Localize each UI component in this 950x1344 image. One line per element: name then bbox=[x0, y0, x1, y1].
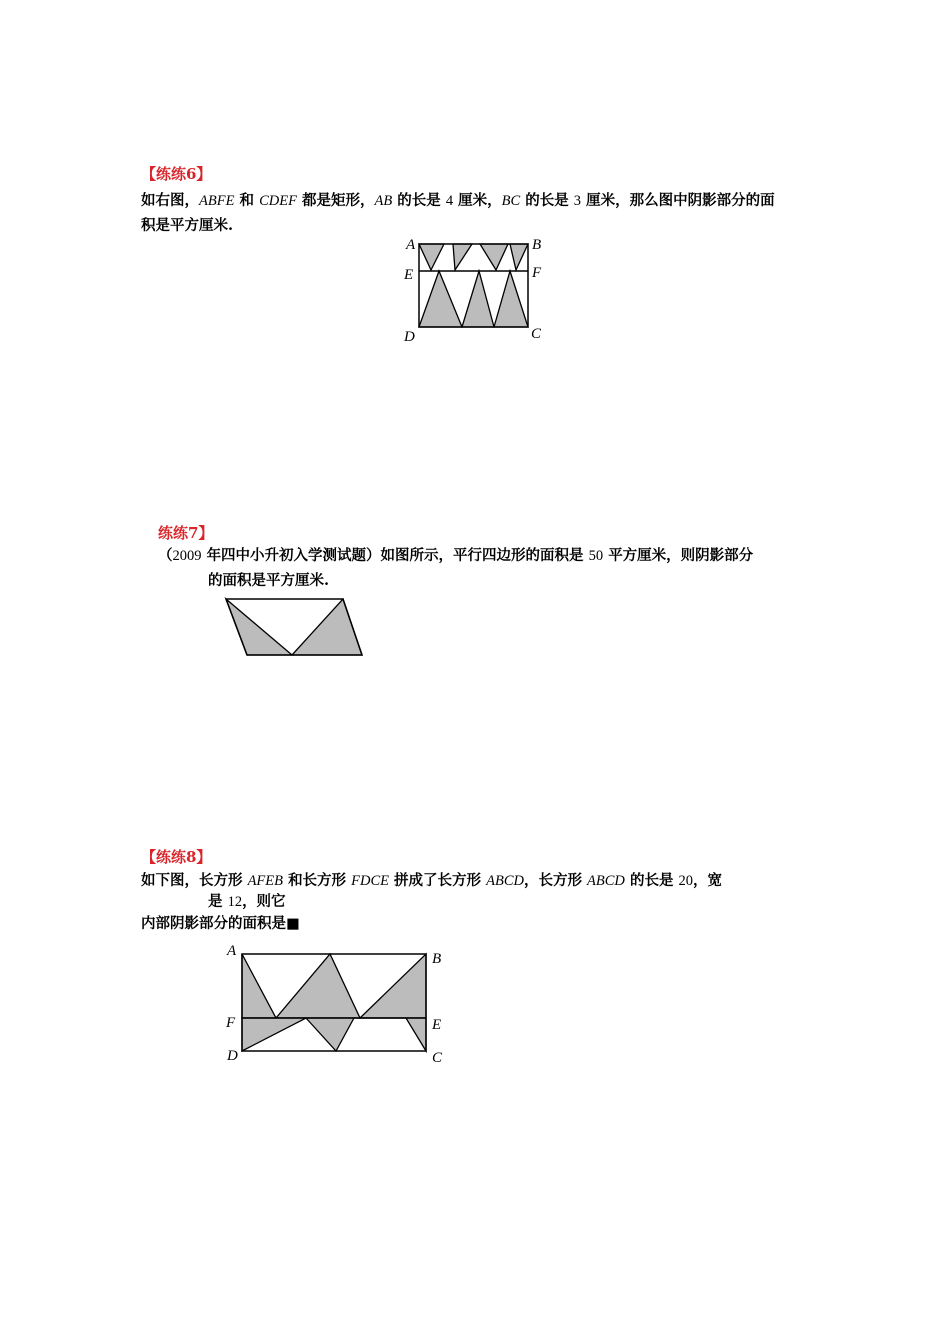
label-f: F bbox=[532, 265, 542, 281]
label-c: C bbox=[432, 1050, 443, 1066]
exercise-8-question-line-3: 内部阴影部分的面积是■ bbox=[141, 915, 300, 932]
label-a: A bbox=[406, 237, 416, 253]
exercise-6-heading: 【练练6】 bbox=[141, 165, 212, 183]
label-e: E bbox=[432, 1017, 442, 1033]
label-e: E bbox=[404, 267, 414, 283]
shaded-triangle bbox=[419, 244, 444, 270]
shaded-triangle bbox=[419, 271, 462, 327]
exercise-6-question-line-1: 如右图，ABFE 和 CDEF 都是矩形，AB 的长是 4 厘米，BC 的长是 3 厘米，那么图中阴影部分的面 bbox=[141, 192, 775, 209]
exercise-8-question-line-2: 是 12，则它 bbox=[208, 893, 286, 910]
exercise-6-figure bbox=[400, 234, 550, 344]
shaded-triangle bbox=[292, 599, 362, 655]
exercise-7-question-line-2: 的面积是平方厘米. bbox=[208, 572, 330, 589]
label-c: C bbox=[531, 326, 542, 342]
shaded-triangle bbox=[510, 244, 528, 270]
exercise-8-figure bbox=[220, 938, 450, 1066]
label-d: D bbox=[227, 1048, 238, 1064]
label-f: F bbox=[226, 1015, 236, 1031]
upper-shaded-region bbox=[242, 954, 426, 1018]
label-a: A bbox=[227, 943, 237, 959]
shaded-triangle bbox=[453, 244, 472, 270]
lower-shaded-region bbox=[242, 1018, 426, 1051]
exercise-7-heading: 练练7】 bbox=[158, 524, 214, 542]
shaded-triangle bbox=[480, 244, 508, 270]
exercise-6-question-line-2: 积是平方厘米. bbox=[141, 217, 234, 234]
exercise-8-question-line-1: 如下图，长方形 AFEB 和长方形 FDCE 拼成了长方形 ABCD，长方形 ABCD 的长是 20，宽 bbox=[141, 872, 723, 889]
label-b: B bbox=[532, 237, 542, 253]
exercise-7-figure bbox=[220, 593, 370, 663]
shaded-triangle bbox=[494, 271, 528, 327]
shaded-triangle bbox=[462, 271, 494, 327]
label-b: B bbox=[432, 951, 442, 967]
exercise-8-heading: 【练练8】 bbox=[141, 848, 212, 866]
label-d: D bbox=[404, 329, 415, 345]
exercise-7-question-line-1: （2009 年四中小升初入学测试题）如图所示，平行四边形的面积是 50 平方厘米，则阴影部分 bbox=[158, 547, 754, 564]
